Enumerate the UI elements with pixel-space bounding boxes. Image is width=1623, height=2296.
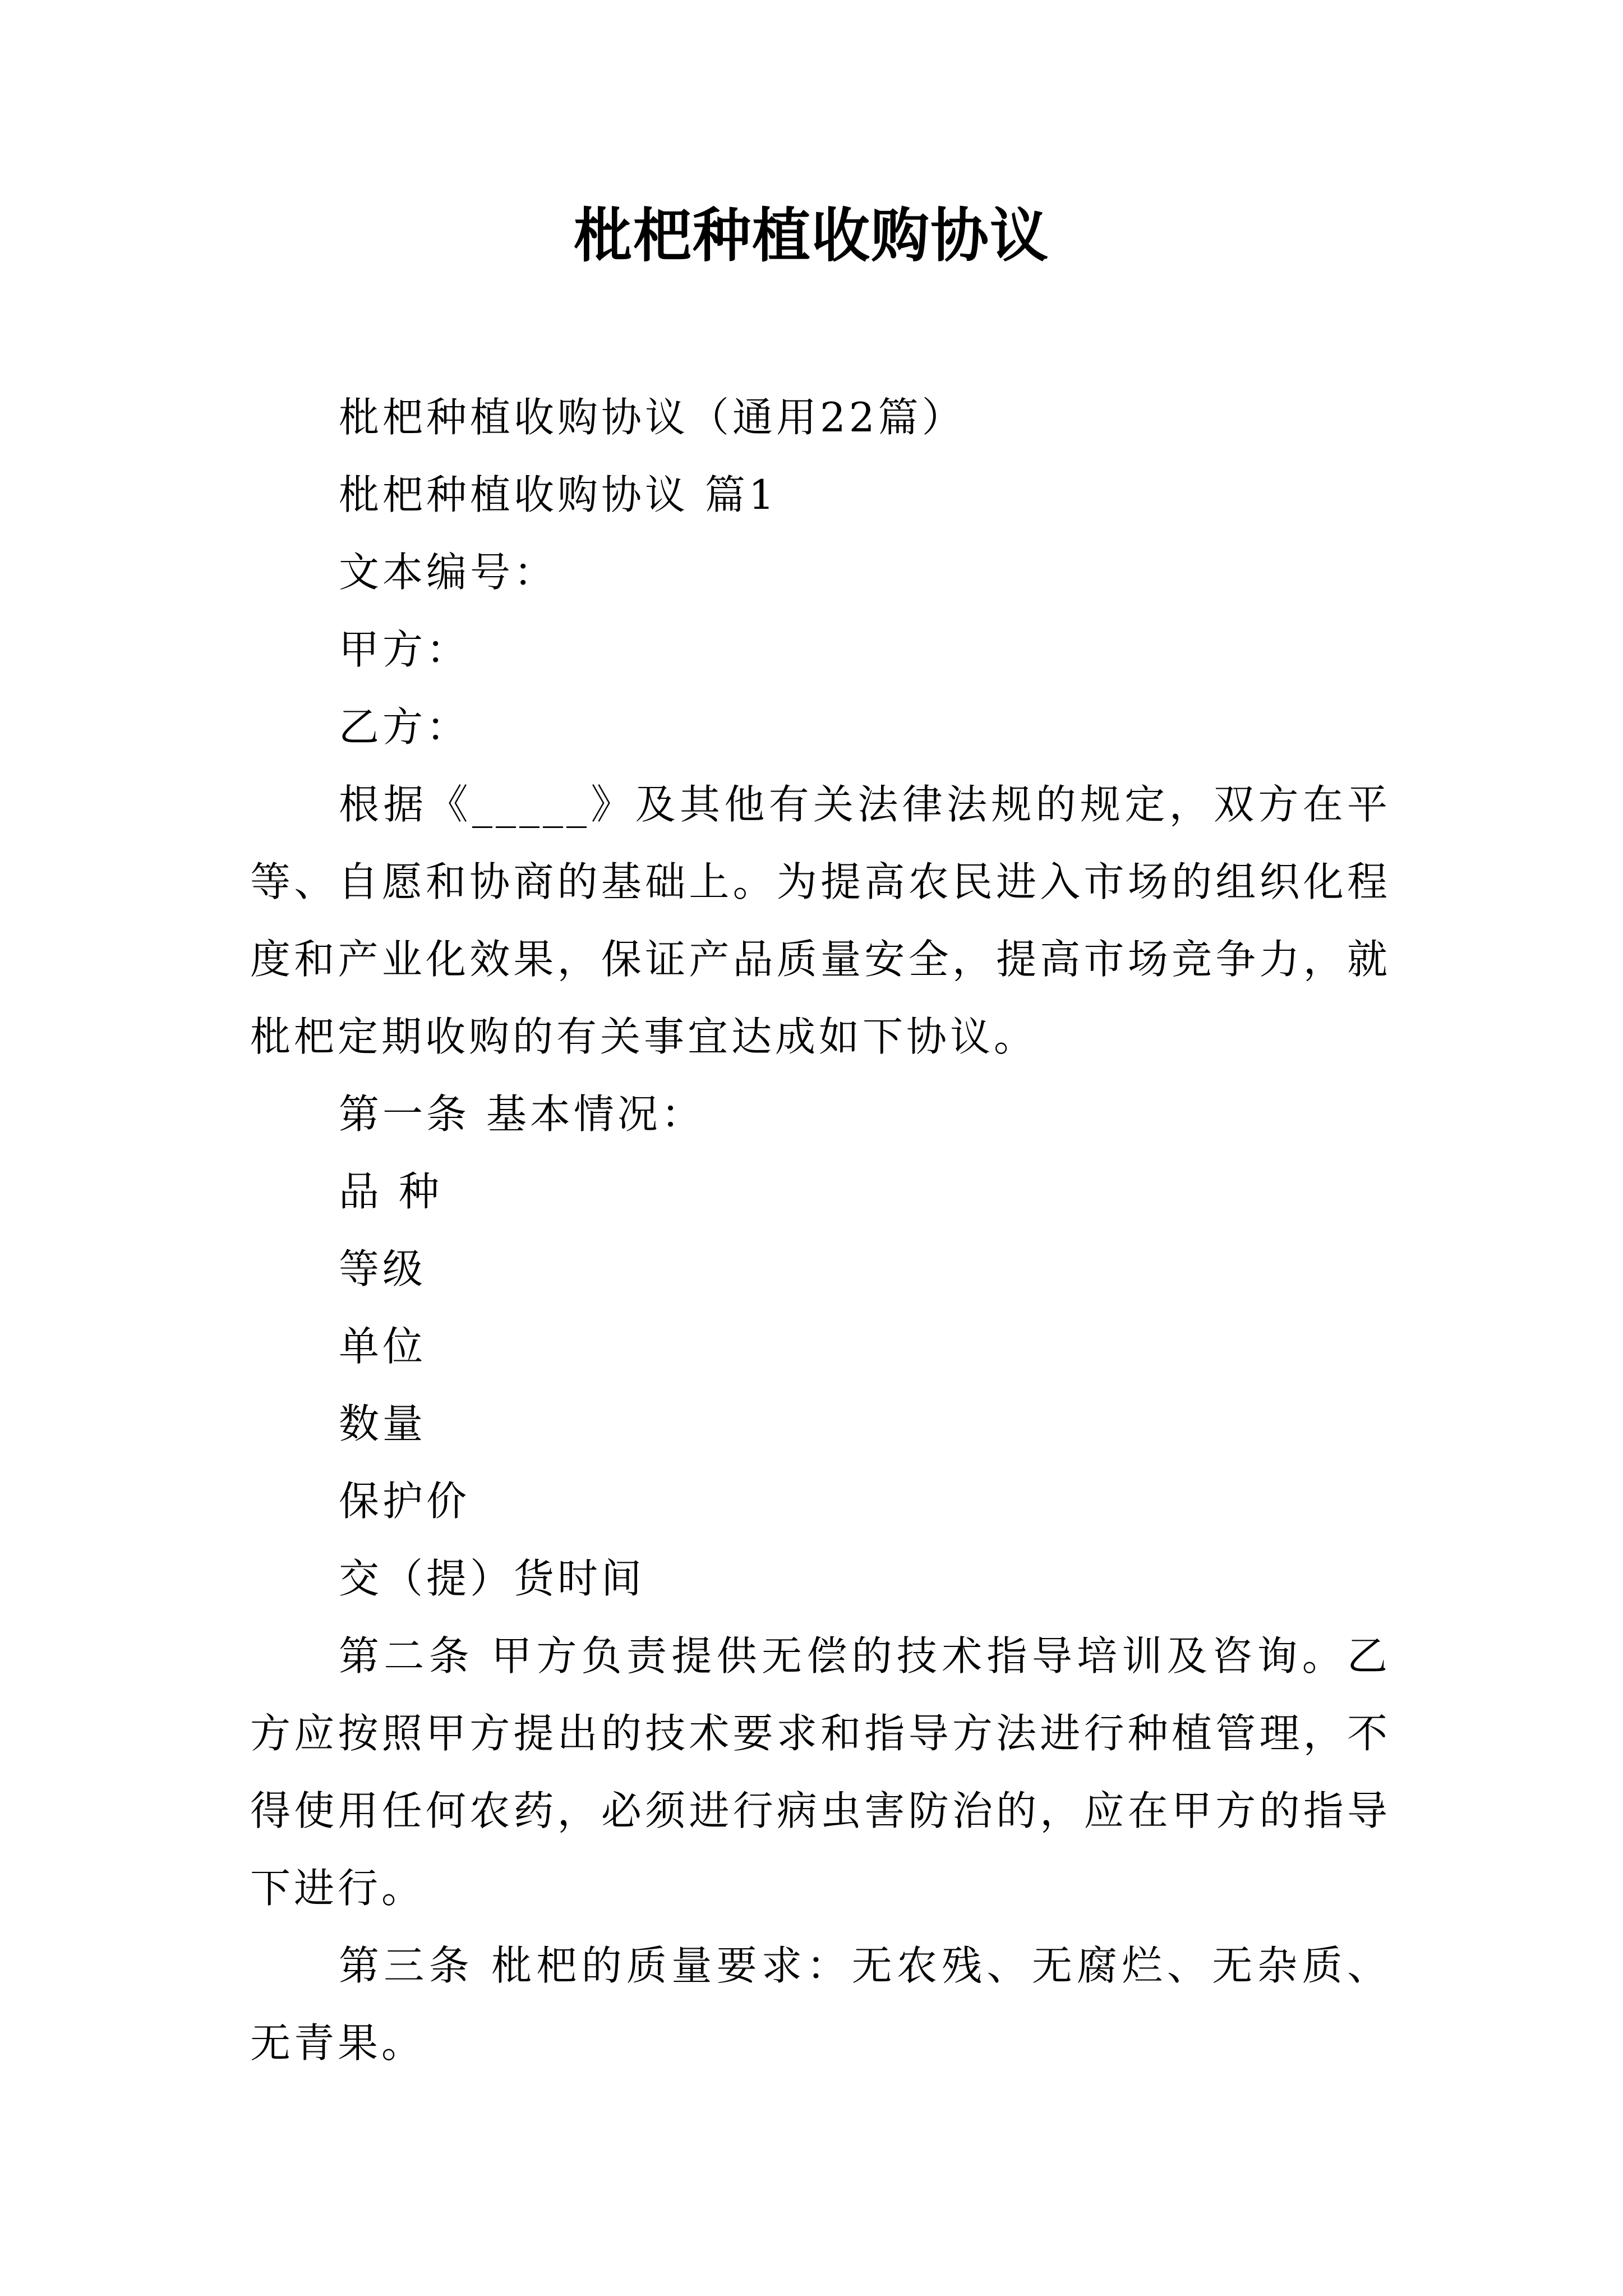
preamble-paragraph: 根据《_____》及其他有关法律法规的规定，双方在平等、自愿和协商的基础上。为提高农民进入市场的组织化程度和产业化效果，保证产品质量安全，提高市场竞争力，就枇杷定期收购的有关事宜达成如下协议。 [250, 781, 1391, 1060]
document-body [250, 379, 1391, 2082]
article-2-paragraph: 第二条 甲方负责提供无偿的技术指导培训及咨询。乙方应按照甲方提出的技术要求和指导方法进行种植管理，不得使用任何农药，必须进行病虫害防治的，应在甲方的指导下进行。 [250, 1632, 1391, 1912]
grade-label: 等级 [339, 1245, 427, 1292]
party-a-label: 甲方： [339, 626, 471, 673]
article-3-paragraph: 第三条 枇杷的质量要求：无农残、无腐烂、无杂质、无青果。 [250, 1942, 1391, 2067]
unit-label: 单位 [339, 1323, 427, 1370]
text-number-label: 文本编号： [339, 549, 558, 596]
delivery-time-label: 交（提）货时间 [339, 1555, 645, 1602]
protection-price-label: 保护价 [339, 1478, 471, 1525]
subtitle-paragraph: 枇杷种植收购协议（通用22篇） [339, 394, 966, 441]
article-1-heading: 第一条 基本情况： [339, 1091, 705, 1138]
quantity-label: 数量 [339, 1400, 427, 1447]
section-heading: 枇杷种植收购协议 篇1 [339, 471, 778, 518]
document-title: 枇杷种植收购协议 [573, 201, 1049, 270]
variety-label: 品 种 [339, 1168, 442, 1215]
party-b-label: 乙方： [339, 703, 471, 751]
